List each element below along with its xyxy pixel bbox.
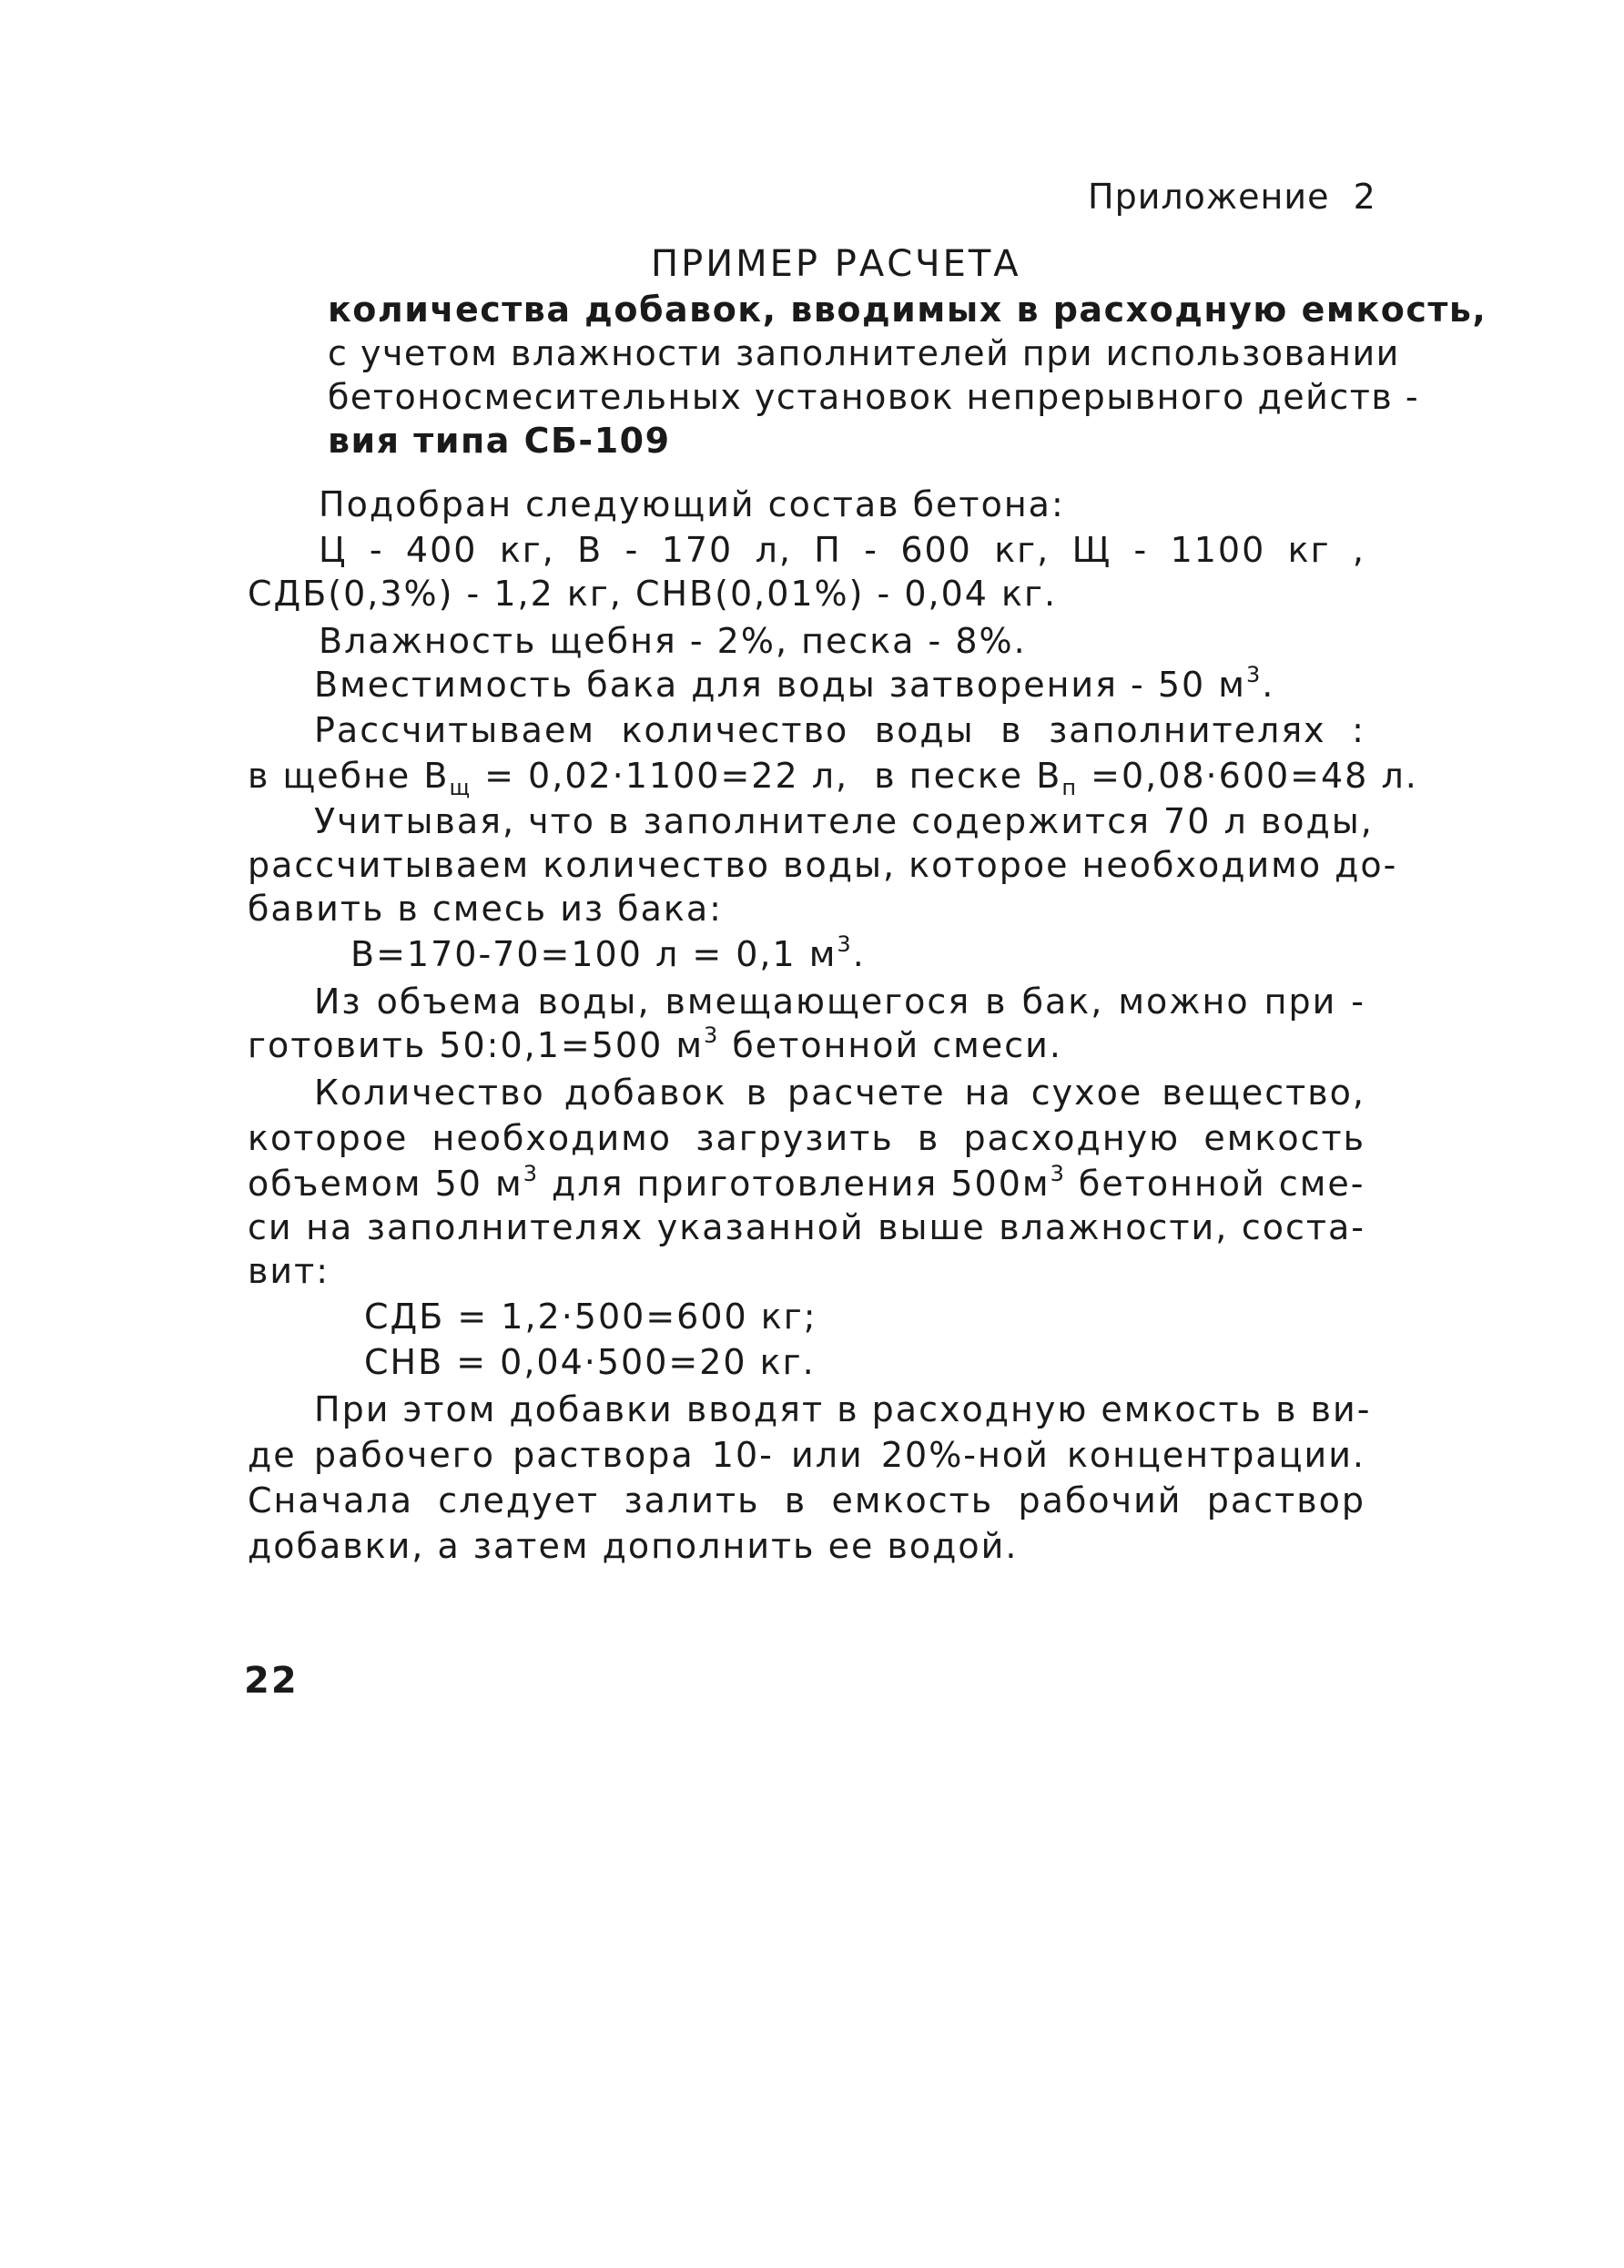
paragraph-line: Учитывая, что в заполнителе содержится 70 л воды, bbox=[314, 801, 1374, 841]
paragraph-line: де рабочего раствора 10- или 20%-ной концентрации. bbox=[248, 1435, 1365, 1475]
paragraph-line: добавки, а затем дополнить ее водой. bbox=[248, 1526, 1019, 1566]
water-calc-intro: Рассчитываем количество воды в заполнителях : bbox=[314, 710, 1365, 750]
composition-line: Ц - 400 кг, В - 170 л, П - 600 кг, Щ - 1100 кг , bbox=[319, 530, 1365, 570]
paragraph-line: си на заполнителях указанной выше влажности, соста- bbox=[248, 1207, 1365, 1247]
paragraph-line: готовить 50:0,1=500 $м^3$ бетонной смеси. bbox=[248, 1022, 1062, 1065]
subtitle-line: количества добавок, вводимых в расходную емкость, bbox=[328, 290, 1487, 330]
paragraph-line: рассчитываем количество воды, которое необходимо до- bbox=[248, 845, 1398, 885]
subtitle-line: бетоносмесительных установок непрерывного действ - bbox=[328, 377, 1420, 417]
paragraph-line: Сначала следует залить в емкость рабочий раствор bbox=[248, 1480, 1365, 1520]
sdb-formula: СДБ = 1,2·500=600 кг; bbox=[364, 1297, 817, 1337]
water-formula: В=170-70=100 л = 0,1 $м^3$. bbox=[350, 931, 866, 974]
appendix-label: Приложение 2 bbox=[1088, 177, 1376, 217]
paragraph-line: При этом добавки вводят в расходную емкость в ви- bbox=[314, 1389, 1372, 1429]
paragraph-line: которое необходимо загрузить в расходную емкость bbox=[248, 1118, 1365, 1158]
composition-intro: Подобран следующий состав бетона: bbox=[319, 484, 1065, 524]
page-number: 22 bbox=[244, 1660, 299, 1702]
paragraph-line: вит: bbox=[248, 1251, 330, 1291]
moisture-text: Влажность щебня - 2%, песка - 8%. bbox=[319, 621, 1027, 661]
page-title: ПРИМЕР РАСЧЕТА bbox=[651, 243, 1021, 285]
tank-volume-text: Вместимость бака для воды затворения - 50 $м^3$. bbox=[314, 662, 1275, 705]
paragraph-line: бавить в смесь из бака: bbox=[248, 889, 723, 929]
paragraph-line: Из объема воды, вмещающегося в бак, можно при - bbox=[314, 981, 1365, 1022]
snv-formula: СНВ = 0,04·500=20 кг. bbox=[364, 1342, 816, 1382]
subtitle-line: вия типа СБ-109 bbox=[328, 421, 671, 461]
paragraph-line: Количество добавок в расчете на сухое вещество, bbox=[314, 1073, 1365, 1113]
paragraph-line: объемом 50 $м^3$ для приготовления $500м^3$ бетонной сме- bbox=[248, 1161, 1365, 1204]
composition-line: СДБ(0,3%) - 1,2 кг, СНВ(0,01%) - 0,04 кг. bbox=[248, 574, 1058, 614]
subtitle-line: с учетом влажности заполнителей при использовании bbox=[328, 333, 1400, 373]
water-calc-line: в щебне $В_щ = 0,02\cdot 1100=22$ л, в песке $В_п =0,08\cdot 600=48$ л. bbox=[248, 756, 1418, 800]
